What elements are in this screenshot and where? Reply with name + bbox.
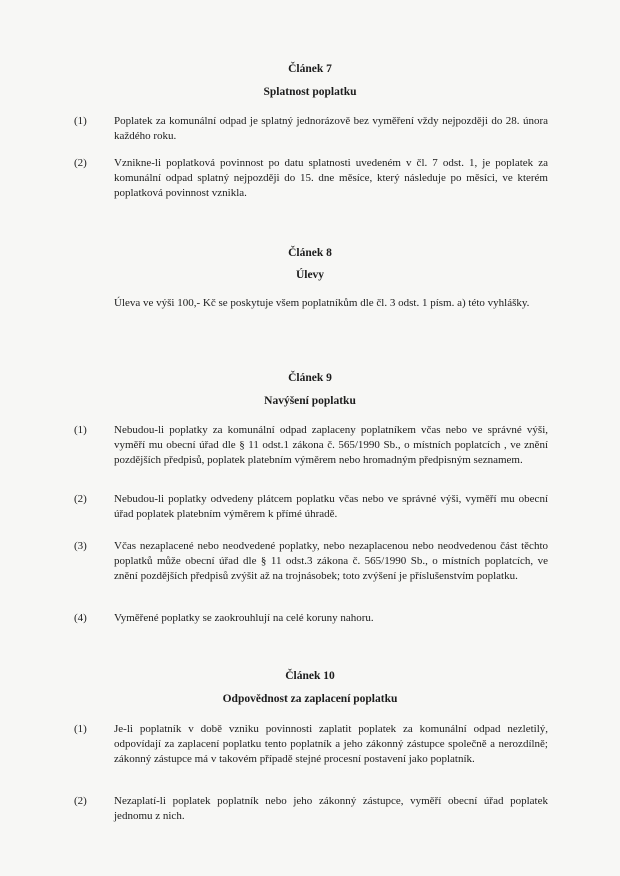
article-10-title: Článek 10 — [285, 670, 335, 682]
paragraph-text: Vznikne-li poplatková povinnost po datu splatnosti uvedeném v čl. 7 odst. 1, je poplatek za komunální odpad splatný nejpozději do 15. dne měsíce, který následuje po měsíci, ve kterém poplatková povinnost vznikla. — [114, 157, 548, 199]
paragraph-number: (1) — [74, 424, 87, 436]
paragraph-number: (2) — [74, 795, 87, 807]
paragraph-text: Nebudou-li poplatky za komunální odpad zaplaceny poplatníkem včas nebo ve správné výši, vyměří mu obecní úřad dle § 11 odst.1 zákona č. 565/1990 Sb., o místních poplatcích , ve znění pozdějších předpisů, poplatek platebním výměrem nebo hromadným předpisným seznamem. — [114, 424, 548, 466]
paragraph-number: (2) — [74, 157, 87, 169]
paragraph-text: Nebudou-li poplatky odvedeny plátcem poplatku včas nebo ve správné výši, vyměří mu obecní úřad poplatek platebním výměrem k přímé úhradě. — [114, 493, 548, 520]
article-8-heading: Úlevy — [295, 269, 325, 281]
paragraph-text: Poplatek za komunální odpad je splatný jednorázově bez vyměření vždy nejpozději do 28. února každého roku. — [114, 115, 548, 142]
paragraph-number: (4) — [74, 612, 87, 624]
paragraph-number: (3) — [74, 540, 87, 552]
article-8-text: Úleva ve výši 100,- Kč se poskytuje všem poplatníkům dle čl. 3 odst. 1 písm. a) této vyhlášky. — [114, 297, 530, 309]
article-9-title: Článek 9 — [288, 372, 332, 384]
article-7-title: Článek 7 — [288, 63, 332, 75]
paragraph-text: Nezaplatí-li poplatek poplatník nebo jeho zákonný zástupce, vyměří obecní úřad poplatek jednomu z nich. — [114, 795, 548, 822]
paragraph-text: Včas nezaplacené nebo neodvedené poplatky, nebo nezaplacenou nebo neodvedenou část těchto poplatků může obecní úřad dle § 11 odst.3 zákona č. 565/1990 Sb., o místních poplatcích, ve znění pozdějších předpisů zvýšit až na trojnásobek; toto zvýšení je příslušenstvím poplatku. — [114, 540, 548, 582]
paragraph-number: (1) — [74, 115, 87, 127]
paragraph-number: (2) — [74, 493, 87, 505]
article-8-title: Článek 8 — [288, 247, 332, 259]
paragraph-text: Vyměřené poplatky se zaokrouhlují na celé koruny nahoru. — [114, 612, 374, 624]
article-9-heading: Navýšení poplatku — [264, 395, 356, 407]
paragraph-number: (1) — [74, 723, 87, 735]
article-7-heading: Splatnost poplatku — [263, 86, 357, 98]
article-10-heading: Odpovědnost za zaplacení poplatku — [222, 693, 398, 705]
paragraph-text: Je-li poplatník v době vzniku povinnosti zaplatit poplatek za komunální odpad nezletilý, odpovídají za zaplacení poplatku tento poplatník a jeho zákonný zástupce společně a nerozdílně; zákonný zástupce má v takovém případě stejné procesní postavení jako poplatník. — [114, 723, 548, 765]
